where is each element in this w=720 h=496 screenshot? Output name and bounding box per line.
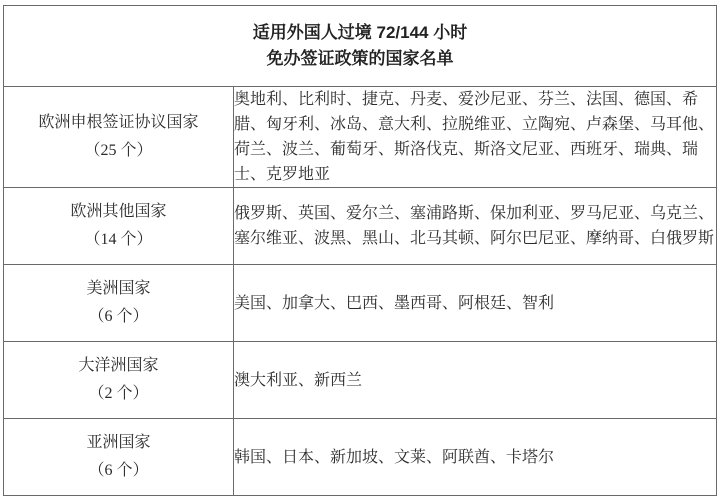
countries-cell: 美国、加拿大、巴西、墨西哥、阿根廷、智利 — [234, 265, 717, 342]
category-label: 美洲国家 — [86, 280, 151, 297]
category-label: 大洋洲国家 — [78, 357, 159, 374]
table-title — [4, 6, 717, 87]
category-count: （2 个） — [88, 385, 149, 402]
countries-cell: 俄罗斯、英国、爱尔兰、塞浦路斯、保加利亚、罗马尼亚、乌克兰、塞尔维亚、波黑、黑山、北马其顿、阿尔巴尼亚、摩纳哥、白俄罗斯 — [234, 188, 717, 265]
table-title-line2: 免办签证政策的国家名单 — [266, 49, 454, 68]
table-row — [4, 87, 717, 188]
table-title-line1: 适用外国人过境 72/144 小时 — [252, 23, 468, 42]
category-cell — [4, 342, 234, 419]
category-cell — [4, 419, 234, 496]
category-label: 欧洲其他国家 — [70, 203, 167, 220]
category-count: （25 个） — [84, 142, 153, 159]
category-count: （6 个） — [88, 462, 149, 479]
table-row — [4, 419, 717, 496]
table-row — [4, 342, 717, 419]
category-count: （6 个） — [88, 308, 149, 325]
countries-cell: 奥地利、比利时、捷克、丹麦、爱沙尼亚、芬兰、法国、德国、希腊、匈牙利、冰岛、意大利、拉脱维亚、立陶宛、卢森堡、马耳他、荷兰、波兰、葡萄牙、斯洛伐克、斯洛文尼亚、西班牙、瑞典、瑞士、克罗地亚 — [234, 87, 717, 188]
category-cell — [4, 87, 234, 188]
table-row — [4, 188, 717, 265]
category-count: （14 个） — [84, 231, 153, 248]
countries-cell: 澳大利亚、新西兰 — [234, 342, 717, 419]
table-header-row — [4, 6, 717, 87]
table-row — [4, 265, 717, 342]
category-label: 欧洲申根签证协议国家 — [38, 114, 199, 131]
category-cell — [4, 188, 234, 265]
category-label: 亚洲国家 — [86, 434, 151, 451]
category-cell — [4, 265, 234, 342]
visa-free-country-table — [3, 5, 717, 496]
countries-cell: 韩国、日本、新加坡、文莱、阿联酋、卡塔尔 — [234, 419, 717, 496]
